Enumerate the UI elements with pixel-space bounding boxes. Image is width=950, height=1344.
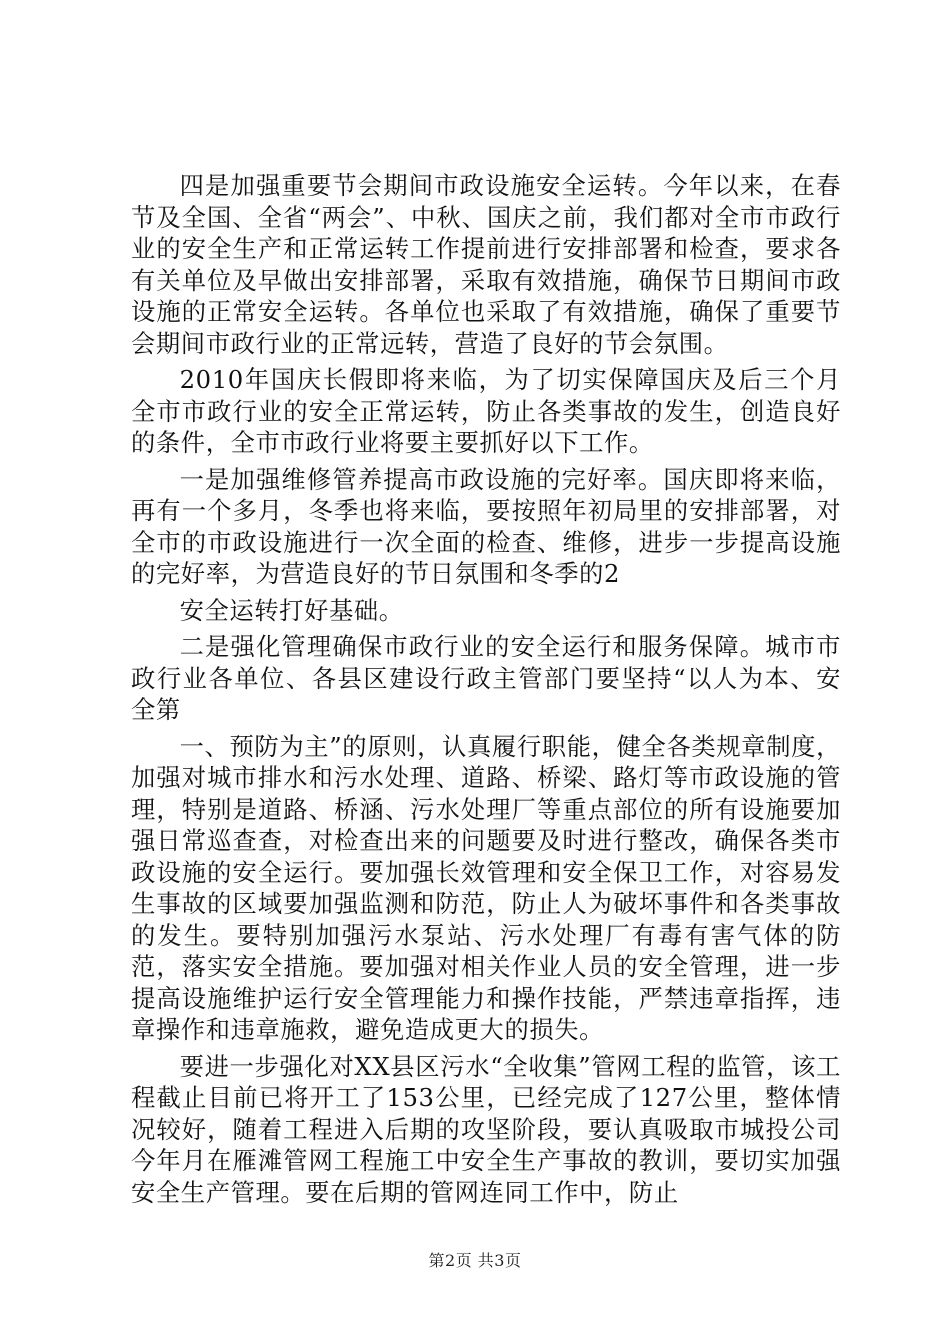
paragraph-management: 二是强化管理确保市政行业的安全运行和服务保障。城市市政行业各单位、各县区建设行政主管部门要坚持“以人为本、安全第: [131, 632, 841, 724]
paragraph-pipeline-supervision: 要进一步强化对XX县区污水“全收集”管网工程的监管，该工程截止目前已将开工了153公里，已经完成了127公里，整体情况较好，随着工程进入后期的攻坚阶段，要认真吸取市城投公司今年月在雁滩管网工程施工中安全生产事故的教训，要切实加强安全生产管理。要在后期的管网连同工作中，防止: [131, 1051, 841, 1207]
paragraph-festival-safety: 四是加强重要节会期间市政设施安全运转。今年以来，在春节及全国、全省“两会”、中秋、国庆之前，我们都对全市市政行业的安全生产和正常运转工作提前进行安排部署和检查，要求各有关单位及早做出安排部署，采取有效措施，确保节日期间市政设施的正常安全运转。各单位也采取了有效措施，确保了重要节会期间市政行业的正常远转，营造了良好的节会氛围。: [131, 171, 841, 358]
paragraph-maintenance: 一是加强维修管养提高市政设施的完好率。国庆即将来临，再有一个多月，冬季也将来临，要按照年初局里的安排部署，对全市的市政设施进行一次全面的检查、维修，进步一步提高设施的完好率，为营造良好的节日氛围和冬季的2: [131, 464, 841, 588]
document-body: [131, 170, 841, 1213]
paragraph-maintenance-continued: 安全运转打好基础。: [179, 595, 404, 625]
paragraph-prevention: 一、预防为主”的原则，认真履行职能，健全各类规章制度，加强对城市排水和污水处理、道路、桥梁、路灯等市政设施的管理，特别是道路、桥涵、污水处理厂等重点部位的所有设施要加强日常巡查查，对检查出来的问题要及时进行整改，确保各类市政设施的安全运行。要加强长效管理和安全保卫工作，对容易发生事故的区域要加强监测和防范，防止人为破坏事件和各类事故的发生。要特别加强污水泵站、污水处理厂有毒有害气体的防范，落实安全措施。要加强对相关作业人员的安全管理，进一步提高设施维护运行安全管理能力和操作技能，严禁违章指挥，违章操作和违章施救，避免造成更大的损失。: [131, 731, 841, 1044]
paragraph-national-day-intro: 2010年国庆长假即将来临，为了切实保障国庆及后三个月全市市政行业的安全正常运转，防止各类事故的发生，创造良好的条件，全市市政行业将要主要抓好以下工作。: [131, 365, 841, 457]
page-number-footer: 第2页 共3页: [428, 1251, 522, 1270]
